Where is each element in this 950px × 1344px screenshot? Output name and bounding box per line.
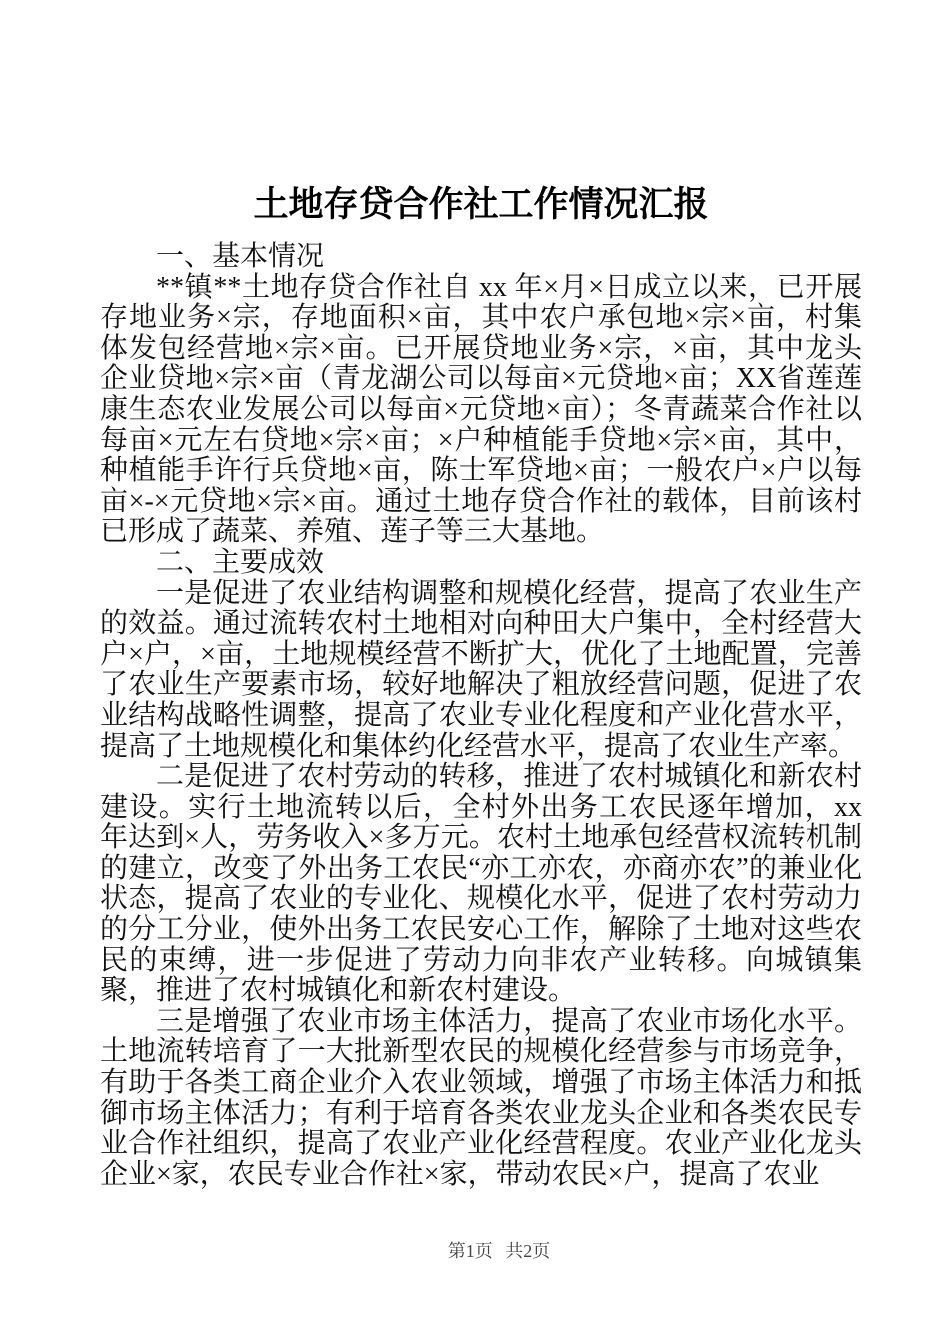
paragraph-result-3: 三是增强了农业市场主体活力，提高了农业市场化水平。土地流转培育了一大批新型农民的规模化经营参与市场竞争，有助于各类工商企业介入农业领域，增强了市场主体活力和抵御市场主体活力；有利于培育各类农业龙头企业和各类农民专业合作社组织，提高了农业产业化经营程度。农业产业化龙头企业×家，农民专业合作社×家，带动农民×户，提高了农业 <box>100 1005 862 1190</box>
paragraph-result-1: 一是促进了农业结构调整和规模化经营，提高了农业生产的效益。通过流转农村土地相对向种田大户集中，全村经营大户×户，×亩，土地规模经营不断扩大，优化了土地配置，完善了农业生产要素市场，较好地解决了粗放经营问题，促进了农业结构战略性调整，提高了农业专业化程度和产业化营水平，提高了土地规模化和集体约化经营水平，提高了农业生产率。 <box>100 577 862 762</box>
paragraph-result-2: 二是促进了农村劳动的转移，推进了农村城镇化和新农村建设。实行土地流转以后，全村外出务工农民逐年增加，xx 年达到×人，劳务收入×多万元。农村土地承包经营权流转机制的建立，改变了外出务工农民“亦工亦农，亦商亦农”的兼业化状态，提高了农业的专业化、规模化水平，促进了农村劳动力的分工分业，使外出务工农民安心工作，解除了土地对这些农民的束缚，进一步促进了劳动力向非农产业转移。向城镇集聚，推进了农村城镇化和新农村建设。 <box>100 761 862 1007</box>
current-page-label: 第1页 <box>447 1241 493 1261</box>
document-title: 土地存贷合作社工作情况汇报 <box>253 185 709 224</box>
page-footer <box>0 1240 950 1262</box>
document-content <box>100 183 862 1190</box>
section-heading-basic-info: 一、基本情况 <box>156 241 325 272</box>
section-heading-main-results: 二、主要成效 <box>156 546 325 578</box>
paragraph-basic-info: **镇**土地存贷合作社自 xx 年×月×日成立以来，已开展存地业务×宗，存地面积×亩，其中农户承包地×宗×亩，村集体发包经营地×宗×亩。已开展贷地业务×宗，×亩，其中龙头企业贷地×宗×亩（青龙湖公司以每亩×元贷地×亩；XX省莲莲康生态农业发展公司以每亩×元贷地×亩）；冬青蔬菜合作社以每亩×元左右贷地×宗×亩；×户种植能手贷地×宗×亩，其中，种植能手许行兵贷地×亩，陈士军贷地×亩；一般农户×户以每亩×-×元贷地×宗×亩。通过土地存贷合作社的载体，目前该村已形成了蔬菜、养殖、莲子等三大基地。 <box>100 271 862 548</box>
total-pages-label: 共2页 <box>505 1241 551 1261</box>
